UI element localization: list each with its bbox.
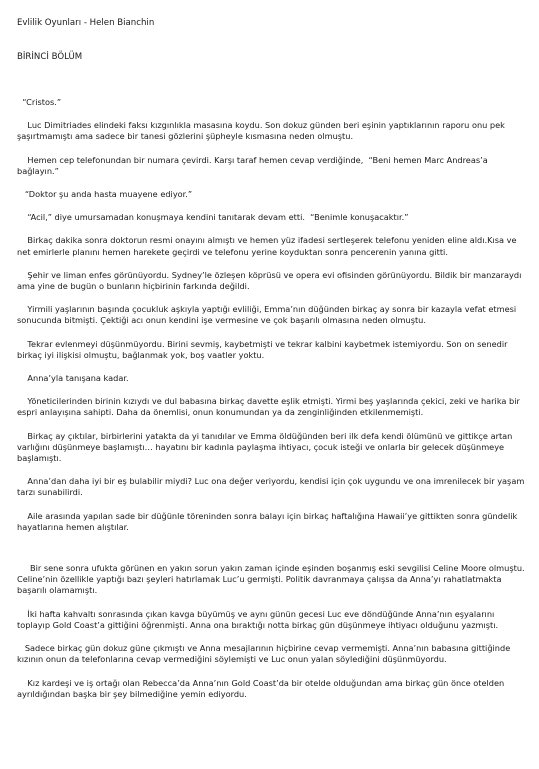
paragraph: Bir sene sonra ufukta görünen en yakın sorun yakın zaman içinde eşinden boşanmış eski sevgilisi Celine Moore olmuştu. Celine’nin özellikle yaptığı bazı şeyleri hatırlamak Luc’u germişti. Politik davranmaya çalışsa da Anna’yı rahatlatmakta başarılı olamamıştı. [17,563,528,596]
paragraph: Aile arasında yapılan sade bir düğünle töreninden sonra balayı için birkaç haftalığına Hawaii’ye gittikten sonra gündelik hayatlarına hemen alıştılar. [17,510,520,532]
paragraph: “Cristos.” [17,97,62,107]
paragraph: Yöneticilerinden birinin kızıydı ve dul babasına birkaç davette eşlik etmişti. Yirmi beş yaşlarında çekici, zeki ve harika bir espri anlayışına sahipti. Daha da önemlisi, onun konumundan ya da zenginliğinden etkilenmemişti. [17,396,523,418]
paragraph: Tekrar evlenmeyi düşünmüyordu. Birini sevmiş, kaybetmişti ve tekrar kalbini kaybetmek istemiyordu. Son on senedir birkaç iyi ilişkisi olmuştu, bağlanmak yok, boş vaatler yoktu. [17,338,511,360]
paragraph: Luc Dimitriades elindeki faksı kızgınlıkla masasına koydu. Son dokuz günden beri eşinin yaptıklarının raporu onu pek şaşırtmamıştı ama sadece bir tanesi gözlerini şüpheyle kısmasına neden olmuştu. [17,120,508,142]
paragraph: “Doktor şu anda hasta muayene ediyor.” [17,189,193,200]
document-header-title: Evlilik Oyunları - Helen Bianchin [17,18,155,28]
paragraph: Şehir ve liman enfes görünüyordu. Sydney’le özleşen köprüsü ve opera evi ofisinden görünüyordu. Bildik bir manzaraydı ama yine de bugün o bunların hiçbirinin farkında değildi. [17,269,524,292]
chapter-body [17,97,529,712]
paragraph: “Acil,” diye umursamadan konuşmaya kendini tanıtarak devam etti. “Benimle konuşacaktır.” [17,212,409,223]
paragraph: Kız kardeşi ve iş ortağı olan Rebecca’da Anna’nın Gold Coast’da bir otelde olduğundan ama birkaç gün önce otelden ayrıldığından başka bir şey bilmediğine yemin ediyordu. [17,677,507,699]
paragraph: Yirmili yaşlarının başında çocukluk aşkıyla yaptığı evliliği, Emma’nın düğünden birkaç ay sonra bir kazayla vefat etmesi sonucunda bitmişti. Çektiği acı onun kendini işe vermesine ve çok başarılı olmasına neden olmuştu. [17,304,519,326]
paragraph: Anna’dan daha iyi bir eş bulabilir miydi? Luc ona değer veriyordu, kendisi için çok uygundu ve ona imrenilecek bir yaşam tarzı sunabilirdi. [17,476,527,498]
paragraph: İki hafta kahvaltı sonrasında çıkan kavga büyümüş ve aynı günün gecesi Luc eve döndüğünde Anna’nın eşyalarını toplayıp Gold Coast’a gittiğini öğrenmişti. Anna ona bıraktığı notta birkaç gün düşünmeye ihtiyacı olduğunu yazmıştı. [17,608,499,630]
paragraph: Birkaç ay çıktılar, birbirlerini yatakta da yi tanıdılar ve Emma öldüğünden beri ilk defa kendi ölümünü ve gittikçe artan varlığını düşünmeye başlamıştı… hayatını bir kadınla paylaşma ihtiyacı, çocuk isteği ve onlarla bir gelecek düşünmeye başlamıştı. [17,430,515,464]
paragraph: Sadece birkaç gün dokuz güne çıkmıştı ve Anna mesajlarının hiçbirine cevap vermemişti. Anna’nın babasına gittiğinde kızının onun da telefonlarına cevap vermediğini söylemişti ve Luc onun yalan söylediğini düşünmüyordu. [17,643,513,665]
paragraph: Birkaç dakika sonra doktorun resmi onayını almıştı ve hemen yüz ifadesi sertleşerek telefonu yeniden eline aldı.Kısa ve net emirlerle planını hemen harekete geçirdi ve telefonu yerine koyduktan sonra pencerenin yanına gitti. [17,235,520,257]
chapter-title: BİRİNCİ BÖLÜM [17,52,83,62]
paragraph: Hemen cep telefonundan bir numara çevirdi. Karşı taraf hemen cevap verdiğinde, “Beni hemen Marc Andreas’a bağlayın.” [17,154,491,176]
paragraph: Anna’yla tanışana kadar. [17,373,129,384]
